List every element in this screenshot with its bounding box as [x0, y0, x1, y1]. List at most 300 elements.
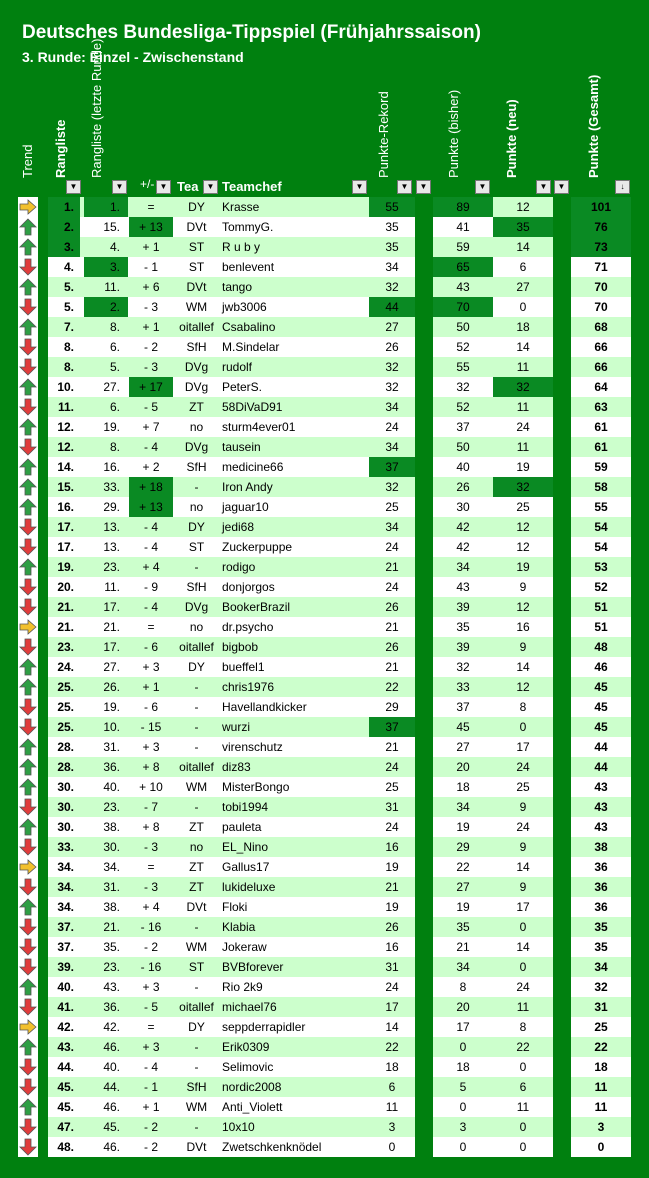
- cell-chef: EL_Nino: [222, 840, 269, 854]
- filter-bisher-icon[interactable]: ▼: [475, 180, 490, 194]
- cell-neu: 9: [519, 880, 527, 894]
- cell-neu: 14: [516, 860, 530, 874]
- cell-rekord: 24: [385, 760, 399, 774]
- cell-neu: 6: [519, 1080, 527, 1094]
- cell-rekord: 17: [385, 1000, 399, 1014]
- cell-rekord: 31: [385, 800, 399, 814]
- cell-diff: - 15: [140, 720, 162, 734]
- cell-rank: 21.: [57, 600, 74, 614]
- cell-rank: 28.: [57, 760, 74, 774]
- cell-diff: - 9: [143, 580, 158, 594]
- cell-gesamt: 59: [594, 460, 608, 474]
- cell-gesamt: 73: [571, 237, 631, 257]
- cell-prev: 6.: [109, 340, 120, 354]
- cell-prev: 40.: [103, 1060, 120, 1074]
- cell-rank: 30.: [57, 800, 74, 814]
- cell-rank: 25.: [57, 680, 74, 694]
- cell-chef: MisterBongo: [222, 780, 290, 794]
- cell-team: ST: [188, 260, 205, 274]
- cell-rank: 34.: [57, 860, 74, 874]
- cell-team: -: [194, 800, 199, 814]
- cell-team: -: [194, 1120, 199, 1134]
- cell-gesamt: 35: [594, 940, 608, 954]
- cell-bisher: 29: [456, 840, 470, 854]
- cell-team: DVt: [186, 280, 207, 294]
- trend-up-icon: [18, 657, 38, 677]
- trend-same-icon: [18, 857, 38, 877]
- trend-up-icon: [18, 477, 38, 497]
- cell-rank: 41.: [57, 1000, 74, 1014]
- filter-rangliste-icon[interactable]: ▼: [66, 180, 81, 194]
- cell-prev: 15.: [103, 220, 120, 234]
- cell-prev: 36.: [103, 760, 120, 774]
- cell-rank: 30.: [57, 780, 74, 794]
- sort-gesamt-icon[interactable]: ↓: [615, 180, 630, 194]
- header-diff: [129, 70, 173, 196]
- cell-diff: - 2: [143, 940, 158, 954]
- cell-diff: =: [147, 200, 155, 214]
- cell-gesamt: 51: [594, 600, 608, 614]
- cell-rank: 20.: [57, 580, 74, 594]
- cell-gesamt: 18: [594, 1060, 608, 1074]
- trend-down-icon: [18, 1057, 38, 1077]
- cell-neu: 27: [516, 280, 530, 294]
- cell-neu: 8: [519, 700, 527, 714]
- cell-rekord: 22: [385, 680, 399, 694]
- cell-rank: 14.: [57, 460, 74, 474]
- trend-down-icon: [18, 1117, 38, 1137]
- cell-gesamt: 44: [594, 760, 608, 774]
- filter-team-icon[interactable]: ▼: [203, 180, 218, 194]
- cell-prev: 33.: [103, 480, 120, 494]
- cell-neu: 11: [516, 1100, 530, 1114]
- cell-neu: 9: [519, 800, 527, 814]
- cell-team: DY: [188, 200, 205, 214]
- cell-team: SfH: [186, 340, 207, 354]
- cell-gesamt: 22: [594, 1040, 608, 1054]
- cell-neu: 12: [516, 200, 530, 214]
- cell-neu: 12: [516, 540, 530, 554]
- cell-chef: Havellandkicker: [222, 700, 307, 714]
- cell-team: DVt: [186, 900, 207, 914]
- cell-neu: 17: [516, 900, 530, 914]
- table-row: [18, 737, 631, 757]
- table-row: [18, 417, 631, 437]
- cell-bisher: 34: [456, 560, 470, 574]
- trend-down-icon: [18, 797, 38, 817]
- page-title: Deutsches Bundesliga-Tippspiel (Frühjahrssaison): [22, 22, 481, 43]
- cell-team: -: [194, 1040, 199, 1054]
- table-row: [18, 197, 631, 217]
- cell-chef: Gallus17: [222, 860, 270, 874]
- cell-rekord: 35: [385, 220, 399, 234]
- cell-gesamt: 38: [594, 840, 608, 854]
- trend-same-icon: [18, 617, 38, 637]
- cell-team: DVg: [184, 380, 209, 394]
- cell-rekord: 55: [369, 197, 415, 217]
- cell-diff: - 3: [143, 300, 158, 314]
- cell-bisher: 43: [456, 280, 470, 294]
- cell-team: -: [194, 680, 199, 694]
- table-row: [18, 997, 631, 1017]
- cell-neu: 9: [519, 580, 527, 594]
- cell-team: -: [194, 740, 199, 754]
- cell-chef: benlevent: [222, 260, 275, 274]
- header-diff-label: +/-: [140, 177, 155, 191]
- cell-prev: 5.: [109, 360, 120, 374]
- cell-diff: + 3: [142, 660, 160, 674]
- table-row: [18, 837, 631, 857]
- cell-team: -: [194, 560, 199, 574]
- cell-rekord: 26: [385, 600, 399, 614]
- cell-bisher: 50: [456, 320, 470, 334]
- trend-same-icon: [18, 197, 38, 217]
- cell-diff: + 13: [129, 497, 173, 517]
- cell-rekord: 37: [369, 457, 415, 477]
- cell-diff: + 3: [142, 1040, 160, 1054]
- trend-up-icon: [18, 737, 38, 757]
- cell-diff: + 8: [142, 820, 160, 834]
- cell-rank: 25.: [57, 700, 74, 714]
- trend-down-icon: [18, 997, 38, 1017]
- cell-rekord: 34: [385, 260, 399, 274]
- trend-down-icon: [18, 577, 38, 597]
- cell-diff: + 4: [142, 900, 160, 914]
- cell-rekord: 24: [385, 980, 399, 994]
- cell-neu: 14: [516, 240, 530, 254]
- table-row: [18, 517, 631, 537]
- cell-diff: + 7: [142, 420, 160, 434]
- header-gesamt-label: Punkte (Gesamt): [586, 74, 601, 178]
- cell-bisher: 41: [456, 220, 470, 234]
- cell-neu: 0: [519, 1140, 527, 1154]
- cell-bisher: 22: [456, 860, 470, 874]
- cell-bisher: 35: [456, 620, 470, 634]
- cell-chef: seppderrapidler: [222, 1020, 306, 1034]
- header-rangliste-label: Rangliste: [53, 119, 68, 178]
- cell-prev: 31.: [103, 740, 120, 754]
- cell-prev: 16.: [103, 460, 120, 474]
- cell-diff: + 2: [142, 460, 160, 474]
- cell-prev: 4.: [109, 240, 120, 254]
- trend-down-icon: [18, 337, 38, 357]
- cell-rank: 4.: [63, 260, 74, 274]
- cell-rank: 48.: [57, 1140, 74, 1154]
- filter-diff-icon[interactable]: ▼: [156, 180, 171, 194]
- cell-chef: Jokeraw: [222, 940, 267, 954]
- trend-down-icon: [18, 717, 38, 737]
- cell-prev: 2.: [84, 297, 128, 317]
- filter-teamchef-icon[interactable]: ▼: [352, 180, 367, 194]
- header-bisher-label: Punkte (bisher): [446, 89, 461, 178]
- trend-same-icon: [18, 1017, 38, 1037]
- filter-spacer-2-icon[interactable]: ▼: [554, 180, 569, 194]
- cell-prev: 21.: [103, 920, 120, 934]
- filter-rangliste-letzte-icon[interactable]: ▼: [112, 180, 127, 194]
- cell-diff: - 5: [143, 1000, 158, 1014]
- cell-gesamt: 45: [594, 680, 608, 694]
- cell-prev: 23.: [103, 960, 120, 974]
- cell-rekord: 21: [385, 620, 399, 634]
- cell-gesamt: 43: [594, 820, 608, 834]
- cell-chef: Selimovic: [222, 1060, 274, 1074]
- cell-diff: + 1: [142, 320, 160, 334]
- cell-bisher: 0: [459, 1040, 467, 1054]
- table-row: [18, 257, 631, 277]
- cell-prev: 11.: [104, 580, 120, 594]
- cell-chef: tobi1994: [222, 800, 269, 814]
- cell-gesamt: 66: [594, 360, 608, 374]
- cell-rank: 1.: [48, 197, 80, 217]
- filter-neu-icon[interactable]: ▼: [536, 180, 551, 194]
- cell-team: ZT: [189, 880, 204, 894]
- cell-bisher: 0: [459, 1140, 467, 1154]
- cell-team: WM: [185, 780, 208, 794]
- cell-team: DVg: [184, 360, 209, 374]
- cell-neu: 25: [516, 780, 530, 794]
- cell-chef: medicine66: [222, 460, 284, 474]
- filter-rekord-icon[interactable]: ▼: [397, 180, 412, 194]
- cell-prev: 19.: [103, 420, 120, 434]
- page-subtitle: 3. Runde: Einzel - Zwischenstand: [22, 49, 244, 65]
- cell-rekord: 29: [385, 700, 399, 714]
- cell-chef: tango: [222, 280, 253, 294]
- cell-team: oitallef: [179, 760, 214, 774]
- cell-neu: 8: [519, 1020, 527, 1034]
- cell-chef: Csabalino: [222, 320, 276, 334]
- cell-rank: 3.: [48, 237, 80, 257]
- header-bisher: [433, 70, 493, 196]
- cell-team: DVg: [184, 600, 209, 614]
- cell-diff: + 1: [142, 240, 160, 254]
- cell-rank: 34.: [57, 900, 74, 914]
- cell-team: -: [194, 700, 199, 714]
- cell-bisher: 43: [456, 580, 470, 594]
- cell-gesamt: 11: [594, 1080, 608, 1094]
- cell-bisher: 20: [456, 1000, 470, 1014]
- cell-rank: 44.: [57, 1060, 74, 1074]
- cell-chef: bueffel1: [222, 660, 265, 674]
- cell-diff: - 6: [143, 640, 158, 654]
- cell-diff: - 4: [143, 520, 158, 534]
- trend-down-icon: [18, 397, 38, 417]
- header-rangliste: [48, 70, 80, 196]
- cell-team: SfH: [186, 460, 207, 474]
- cell-chef: diz83: [222, 760, 251, 774]
- cell-diff: - 4: [143, 440, 158, 454]
- filter-spacer-icon[interactable]: ▼: [416, 180, 431, 194]
- cell-chef: Anti_Violett: [222, 1100, 283, 1114]
- cell-team: ST: [188, 540, 205, 554]
- cell-neu: 19: [516, 560, 530, 574]
- cell-rank: 12.: [57, 420, 74, 434]
- cell-rekord: 3: [388, 1120, 396, 1134]
- table-row: [18, 277, 631, 297]
- cell-bisher: 42: [456, 520, 470, 534]
- cell-rank: 40.: [57, 980, 74, 994]
- cell-rank: 16.: [57, 500, 74, 514]
- header-spacer: [415, 70, 433, 196]
- trend-down-icon: [18, 877, 38, 897]
- cell-bisher: 27: [456, 740, 470, 754]
- cell-neu: 0: [519, 300, 527, 314]
- table-row: [18, 217, 631, 237]
- cell-team: ZT: [189, 400, 204, 414]
- cell-bisher: 5: [459, 1080, 467, 1094]
- cell-neu: 11: [516, 1000, 530, 1014]
- cell-bisher: 50: [456, 440, 470, 454]
- cell-neu: 12: [516, 520, 530, 534]
- table-row: [18, 317, 631, 337]
- cell-neu: 0: [519, 1120, 527, 1134]
- cell-team: DY: [188, 1020, 205, 1034]
- cell-gesamt: 45: [594, 700, 608, 714]
- standings-table: [18, 197, 631, 1157]
- cell-diff: + 13: [129, 217, 173, 237]
- cell-prev: 46.: [103, 1040, 120, 1054]
- cell-prev: 17.: [103, 640, 120, 654]
- cell-neu: 17: [516, 740, 530, 754]
- cell-rekord: 44: [369, 297, 415, 317]
- cell-prev: 6.: [109, 400, 120, 414]
- cell-diff: + 3: [142, 980, 160, 994]
- trend-down-icon: [18, 697, 38, 717]
- cell-bisher: 21: [456, 940, 470, 954]
- table-row: [18, 897, 631, 917]
- cell-diff: - 2: [143, 1140, 158, 1154]
- header-rekord-label: Punkte-Rekord: [376, 91, 391, 178]
- cell-rank: 25.: [57, 720, 74, 734]
- cell-team: -: [194, 480, 199, 494]
- cell-prev: 23.: [103, 560, 120, 574]
- cell-chef: chris1976: [222, 680, 275, 694]
- cell-chef: Zwetschkenknödel: [222, 1140, 322, 1154]
- cell-rekord: 25: [385, 780, 399, 794]
- cell-rekord: 24: [385, 820, 399, 834]
- trend-down-icon: [18, 917, 38, 937]
- cell-team: no: [189, 500, 204, 514]
- cell-rekord: 26: [385, 640, 399, 654]
- cell-diff: - 3: [143, 360, 158, 374]
- cell-diff: + 6: [142, 280, 160, 294]
- cell-prev: 40.: [103, 780, 120, 794]
- cell-team: DVt: [186, 1140, 207, 1154]
- cell-rank: 45.: [57, 1100, 74, 1114]
- cell-bisher: 8: [459, 980, 467, 994]
- cell-neu: 0: [519, 720, 527, 734]
- cell-bisher: 65: [433, 257, 493, 277]
- table-row: [18, 877, 631, 897]
- cell-rank: 24.: [57, 660, 74, 674]
- cell-rank: 39.: [57, 960, 74, 974]
- cell-prev: 31.: [103, 880, 120, 894]
- cell-rank: 2.: [48, 217, 80, 237]
- cell-rekord: 31: [385, 960, 399, 974]
- cell-team: -: [194, 980, 199, 994]
- cell-team: -: [194, 1060, 199, 1074]
- table-row: [18, 557, 631, 577]
- cell-rank: 45.: [57, 1080, 74, 1094]
- header-team: [174, 70, 219, 196]
- cell-prev: 26.: [103, 680, 120, 694]
- header-rekord: [369, 70, 415, 196]
- header-rangliste-letzte-label: Rangliste (letzte Runde): [89, 38, 104, 178]
- cell-chef: R u b y: [222, 240, 261, 254]
- cell-team: ST: [188, 960, 205, 974]
- cell-neu: 24: [516, 760, 530, 774]
- cell-gesamt: 54: [594, 520, 608, 534]
- cell-rank: 8.: [63, 360, 74, 374]
- table-row: [18, 477, 631, 497]
- cell-neu: 24: [516, 420, 530, 434]
- trend-up-icon: [18, 237, 38, 257]
- cell-gesamt: 70: [594, 280, 608, 294]
- cell-bisher: 3: [459, 1120, 467, 1134]
- cell-gesamt: 61: [594, 420, 608, 434]
- cell-team: ST: [188, 240, 205, 254]
- cell-chef: 58DiVaD91: [222, 400, 283, 414]
- cell-chef: Klabia: [222, 920, 256, 934]
- trend-down-icon: [18, 637, 38, 657]
- cell-rank: 34.: [57, 880, 74, 894]
- cell-rank: 33.: [57, 840, 74, 854]
- cell-prev: 8.: [109, 320, 120, 334]
- cell-gesamt: 71: [594, 260, 608, 274]
- cell-chef: dr.psycho: [222, 620, 274, 634]
- cell-gesamt: 63: [594, 400, 608, 414]
- trend-up-icon: [18, 457, 38, 477]
- cell-diff: + 10: [139, 780, 163, 794]
- trend-down-icon: [18, 1137, 38, 1157]
- cell-rekord: 22: [385, 1040, 399, 1054]
- cell-rank: 8.: [63, 340, 74, 354]
- cell-diff: - 1: [143, 260, 158, 274]
- cell-diff: - 16: [140, 920, 162, 934]
- cell-gesamt: 53: [594, 560, 608, 574]
- cell-bisher: 32: [456, 660, 470, 674]
- cell-team: no: [189, 620, 204, 634]
- table-row: [18, 1017, 631, 1037]
- cell-rekord: 34: [385, 520, 399, 534]
- cell-gesamt: 48: [594, 640, 608, 654]
- cell-prev: 38.: [103, 820, 120, 834]
- cell-gesamt: 52: [594, 580, 608, 594]
- cell-chef: rodigo: [222, 560, 256, 574]
- cell-rekord: 16: [385, 940, 399, 954]
- table-row: [18, 397, 631, 417]
- table-row: [18, 797, 631, 817]
- cell-team: ZT: [189, 820, 204, 834]
- cell-neu: 9: [519, 640, 527, 654]
- cell-neu: 11: [516, 440, 530, 454]
- cell-chef: bigbob: [222, 640, 259, 654]
- cell-team: oitallef: [179, 1000, 214, 1014]
- cell-prev: 8.: [109, 440, 120, 454]
- table-row: [18, 237, 631, 257]
- cell-neu: 0: [519, 1060, 527, 1074]
- cell-diff: - 2: [143, 340, 158, 354]
- table-row: [18, 777, 631, 797]
- cell-rank: 19.: [57, 560, 74, 574]
- cell-gesamt: 36: [594, 860, 608, 874]
- cell-rekord: 26: [385, 920, 399, 934]
- cell-chef: Krasse: [222, 200, 260, 214]
- cell-rekord: 21: [385, 560, 399, 574]
- cell-neu: 9: [519, 840, 527, 854]
- cell-bisher: 45: [456, 720, 470, 734]
- cell-prev: 13.: [103, 520, 120, 534]
- cell-rank: 12.: [57, 440, 74, 454]
